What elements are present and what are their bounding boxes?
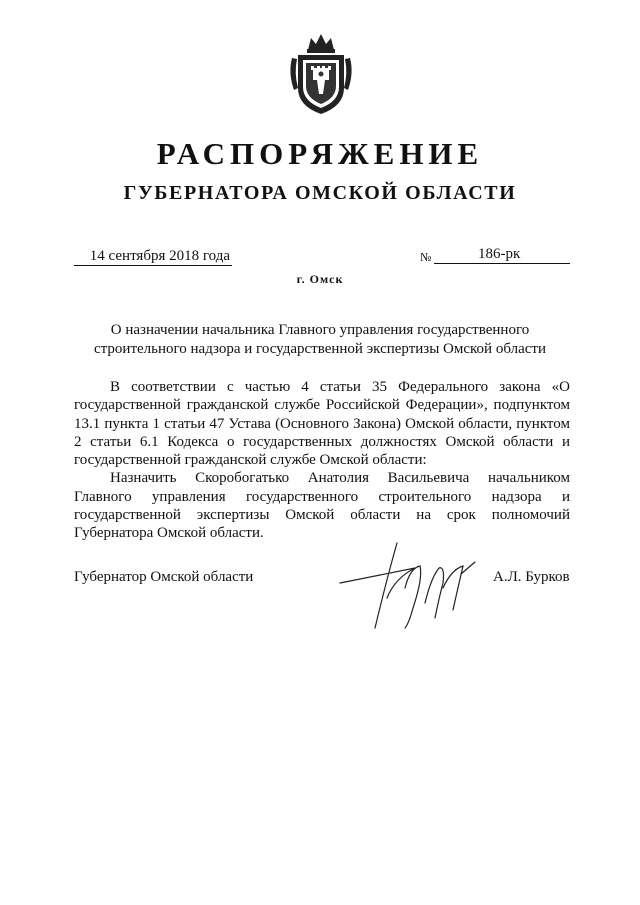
number-label: №: [420, 250, 432, 264]
document-number: 186-рк: [434, 246, 570, 264]
document-city: г. Омск: [296, 272, 344, 286]
document-subject: [80, 321, 560, 359]
document-subtitle: ГУБЕРНАТОРА ОМСКОЙ ОБЛАСТИ: [123, 182, 517, 204]
document-date: 14 сентября 2018 года: [74, 248, 232, 266]
document-title: РАСПОРЯЖЕНИЕ: [156, 136, 484, 171]
signatory-name: А.Л. Бурков: [493, 569, 570, 585]
document-body: [74, 378, 570, 543]
handwritten-signature: [335, 538, 485, 630]
body-paragraph-1: В соответствии с частью 4 статьи 35 Федерального закона «О государственной гражданской службе Российской Федерации», подпунктом 13.1 пункта 1 статьи 47 Устава (Основного Закона) Омской области, пунктом 2 статьи 6.1 Кодекса о государственных должностях Омской области и государственной гражданской службе Омской области:: [74, 379, 570, 469]
subject-line-2: строительного надзора и государственной экспертизы Омской области: [94, 341, 546, 357]
subject-line-1: О назначении начальника Главного управления государственного: [110, 322, 530, 338]
signatory-position: Губернатор Омской области: [74, 569, 254, 585]
body-paragraph-2: Назначить Скоробогатько Анатолия Васильевича начальником Главного управления государственного строительного надзора и государственной экспертизы Омской области на срок полномочий Губернатора Омской области.: [74, 470, 570, 542]
coat-of-arms-icon: [286, 28, 356, 118]
